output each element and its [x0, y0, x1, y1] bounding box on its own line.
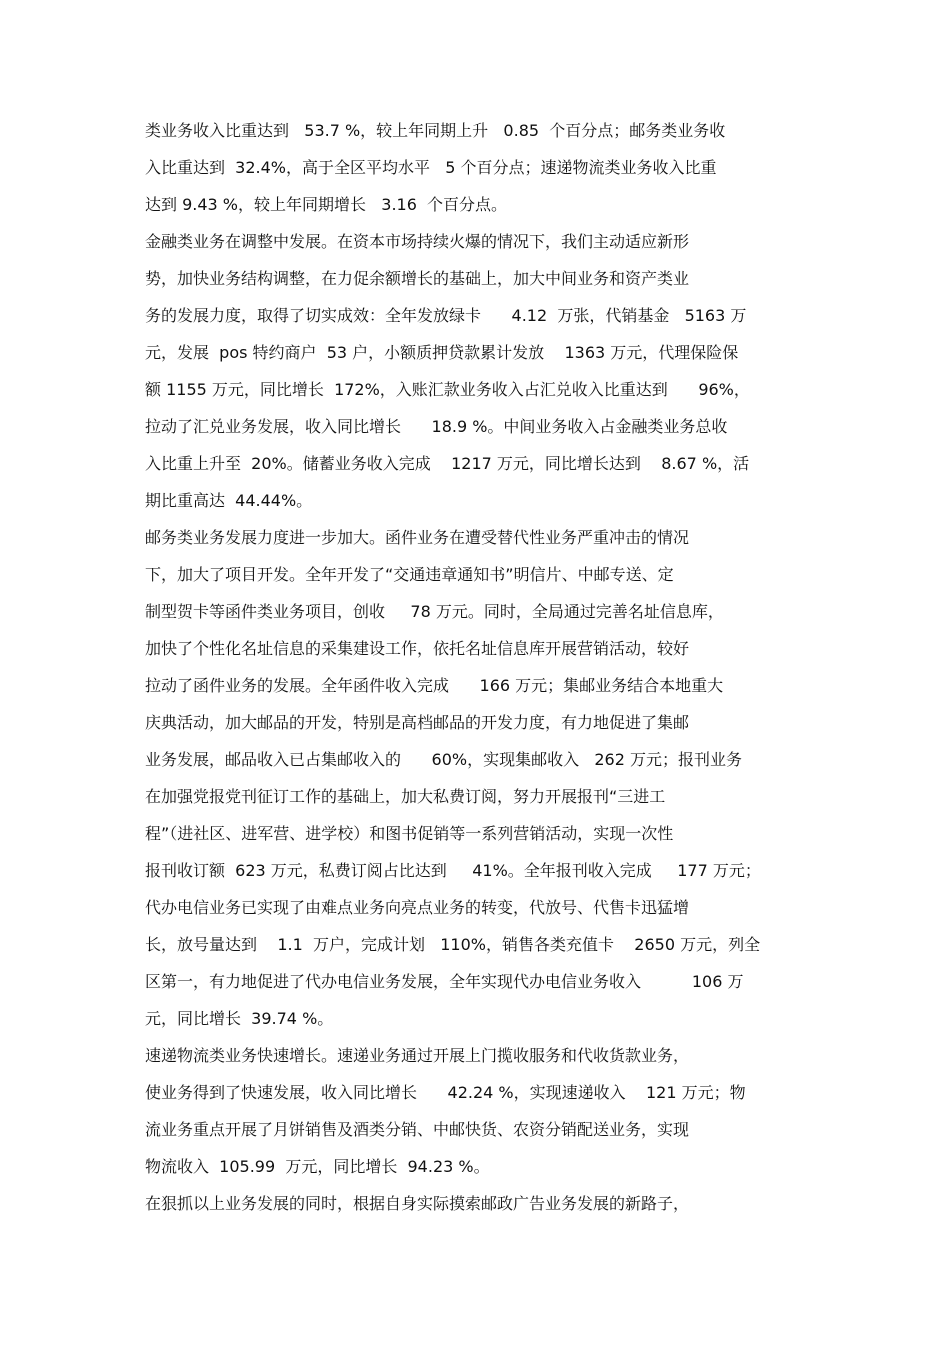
- text-line: 势，加快业务结构调整，在力促余额增长的基础上，加大中间业务和资产类业: [145, 269, 690, 288]
- text-line: 区第一，有力地促进了代办电信业务发展，全年实现代办电信业务收入 106 万: [145, 972, 744, 991]
- text-line: 达到 9.43 %，较上年同期增长 3.16 个百分点。: [145, 195, 508, 214]
- text-line: 代办电信业务已实现了由难点业务向亮点业务的转变，代放号、代售卡迅猛增: [145, 898, 690, 917]
- text-line: 制型贺卡等函件类业务项目，创收 78 万元。同时，全局通过完善名址信息库，: [145, 602, 724, 621]
- text-line: 在加强党报党刊征订工作的基础上，加大私费订阅，努力开展报刊“三进工: [145, 787, 666, 806]
- text-line: 程”（进社区、进军营、进学校）和图书促销等一系列营销活动，实现一次性: [145, 824, 674, 843]
- text-line: 期比重高达 44.44%。: [145, 491, 313, 510]
- text-line: 额 1155 万元，同比增长 172%，入账汇款业务收入占汇兑收入比重达到 96%，: [145, 380, 750, 399]
- text-line: 庆典活动，加大邮品的开发，特别是高档邮品的开发力度，有力地促进了集邮: [145, 713, 690, 732]
- text-line: 报刊收订额 623 万元，私费订阅占比达到 41%。全年报刊收入完成 177 万元；: [145, 861, 761, 880]
- text-line: 元，发展 pos 特约商户 53 户，小额质押贷款累计发放 1363 万元，代理保险保: [145, 343, 739, 362]
- text-line: 流业务重点开展了月饼销售及酒类分销、中邮快货、农资分销配送业务，实现: [145, 1120, 690, 1139]
- text-line: 长，放号量达到 1.1 万户，完成计划 110%，销售各类充值卡 2650 万元，列全: [145, 935, 761, 954]
- text-line: 物流收入 105.99 万元，同比增长 94.23 %。: [145, 1157, 490, 1176]
- text-line: 业务发展，邮品收入已占集邮收入的 60%，实现集邮收入 262 万元；报刊业务: [145, 750, 742, 769]
- text-line: 加快了个性化名址信息的采集建设工作，依托名址信息库开展营销活动，较好: [145, 639, 690, 658]
- text-line: 元，同比增长 39.74 %。: [145, 1009, 334, 1028]
- text-line: 入比重达到 32.4%，高于全区平均水平 5 个百分点；速递物流类业务收入比重: [145, 158, 717, 177]
- text-line: 务的发展力度，取得了切实成效：全年发放绿卡 4.12 万张，代销基金 5163 万: [145, 306, 747, 325]
- text-line: 入比重上升至 20%。储蓄业务收入完成 1217 万元，同比增长达到 8.67 %，活: [145, 454, 750, 473]
- paragraph-start-line: 邮务类业务发展力度进一步加大。函件业务在遭受替代性业务严重冲击的情况: [145, 528, 690, 547]
- text-line: 拉动了汇兑业务发展，收入同比增长 18.9 %。中间业务收入占金融类业务总收: [145, 417, 728, 436]
- text-line: 拉动了函件业务的发展。全年函件收入完成 166 万元；集邮业务结合本地重大: [145, 676, 724, 695]
- paragraph-start-line: 金融类业务在调整中发展。在资本市场持续火爆的情况下，我们主动适应新形: [145, 232, 690, 251]
- body-text: [145, 112, 805, 1222]
- paragraph-start-line: 在狠抓以上业务发展的同时，根据自身实际摸索邮政广告业务发展的新路子，: [145, 1194, 690, 1213]
- text-line: 使业务得到了快速发展，收入同比增长 42.24 %，实现速递收入 121 万元；物: [145, 1083, 746, 1102]
- paragraph-start-line: 速递物流类业务快速增长。速递业务通过开展上门揽收服务和代收货款业务，: [145, 1046, 690, 1065]
- text-line: 类业务收入比重达到 53.7 %，较上年同期上升 0.85 个百分点；邮务类业务收: [145, 121, 726, 140]
- text-line: 下，加大了项目开发。全年开发了“交通违章通知书”明信片、中邮专送、定: [145, 565, 674, 584]
